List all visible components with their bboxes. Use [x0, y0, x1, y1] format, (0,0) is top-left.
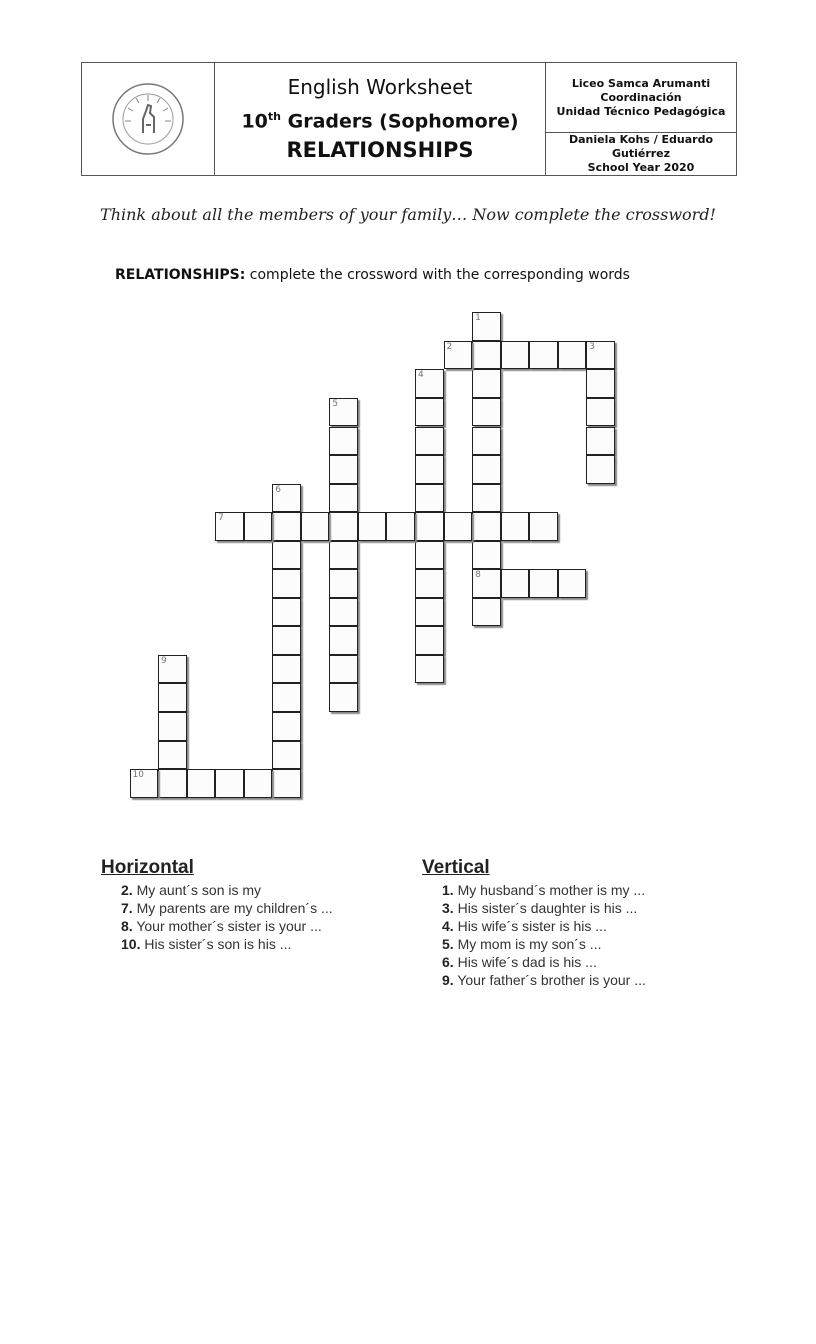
clue-item-number: 6. [442, 954, 454, 970]
crossword-cell[interactable] [272, 769, 301, 798]
instructions [115, 267, 630, 283]
crossword-cell[interactable] [244, 512, 273, 541]
crossword-cell[interactable] [415, 455, 444, 484]
department-1: Coordinación [600, 90, 682, 104]
crossword-cell[interactable] [272, 484, 301, 513]
crossword-cell[interactable] [472, 398, 501, 427]
worksheet-header [81, 62, 737, 176]
crossword-cell[interactable] [329, 598, 358, 627]
school-logo-cell [82, 63, 215, 175]
clue-item-text: My aunt´s son is my [132, 882, 262, 898]
crossword-cell[interactable] [272, 569, 301, 598]
crossword-cell[interactable] [586, 455, 615, 484]
crossword-cell[interactable] [158, 741, 187, 770]
clue-item [121, 935, 333, 953]
crossword-cell[interactable] [272, 512, 301, 541]
crossword-cell[interactable] [215, 769, 244, 798]
crossword-cell[interactable] [415, 427, 444, 456]
crossword-cell[interactable] [329, 626, 358, 655]
crossword-cell[interactable] [329, 455, 358, 484]
crossword-cell[interactable] [501, 512, 530, 541]
crossword-cell[interactable] [472, 341, 501, 370]
crossword-cell[interactable] [472, 455, 501, 484]
crossword-cell[interactable] [415, 541, 444, 570]
clue-number: 9 [161, 655, 167, 666]
topic-title: RELATIONSHIPS [286, 138, 474, 163]
crossword-cell[interactable] [415, 569, 444, 598]
crossword-cell[interactable] [472, 512, 501, 541]
clue-item-text: My husband´s mother is my ... [453, 882, 646, 898]
clue-item-text: Your father´s brother is your ... [453, 972, 646, 988]
crossword-cell[interactable] [415, 626, 444, 655]
clue-item-number: 3. [442, 900, 454, 916]
clue-item [121, 917, 333, 935]
crossword-cell[interactable] [329, 427, 358, 456]
crossword-cell[interactable] [158, 769, 187, 798]
clue-item-text: My parents are my children´s ... [132, 900, 333, 916]
teachers: Daniela Kohs / Eduardo Gutiérrez [568, 133, 714, 160]
clue-item [442, 881, 646, 899]
intro-text: Think about all the members of your family… Now complete the crossword! [100, 205, 716, 224]
clue-item-text: My mom is my son´s ... [453, 936, 602, 952]
clue-item-text: His sister´s son is his ... [140, 936, 292, 952]
clue-number: 1 [475, 313, 481, 324]
crossword-cell[interactable] [472, 369, 501, 398]
worksheet-title: English Worksheet [287, 74, 473, 99]
school-name: Liceo Samca Arumanti [571, 76, 711, 90]
clue-number: 6 [275, 484, 281, 495]
crossword-cell[interactable] [529, 569, 558, 598]
crossword-cell[interactable] [444, 512, 473, 541]
crossword-cell[interactable] [558, 341, 587, 370]
crossword-cell[interactable] [558, 569, 587, 598]
horizontal-heading: Horizontal [101, 857, 194, 878]
crossword-cell[interactable] [329, 541, 358, 570]
grade-number: 10 [241, 110, 268, 133]
vertical-heading: Vertical [422, 857, 490, 878]
crossword-cell[interactable] [272, 598, 301, 627]
crossword-cell[interactable] [529, 512, 558, 541]
crossword-cell[interactable] [187, 769, 216, 798]
clue-item-number: 10. [121, 936, 141, 952]
crossword-cell[interactable] [329, 569, 358, 598]
crossword-cell[interactable] [272, 683, 301, 712]
crossword-cell[interactable] [501, 341, 530, 370]
clue-item-number: 5. [442, 936, 454, 952]
crossword-cell[interactable] [386, 512, 415, 541]
crossword-cell[interactable] [272, 541, 301, 570]
crossword-cell[interactable] [501, 569, 530, 598]
clue-number: 2 [446, 341, 453, 352]
clue-number: 5 [332, 398, 339, 409]
crossword-cell[interactable] [301, 512, 330, 541]
crossword-cell[interactable] [586, 398, 615, 427]
clue-item-number: 9. [442, 972, 454, 988]
instructions-label: RELATIONSHIPS: [115, 267, 246, 283]
crossword-cell[interactable] [529, 341, 558, 370]
crossword-cell[interactable] [444, 341, 473, 370]
grade-label: Graders (Sophomore) [280, 110, 519, 133]
clue-number: 10 [132, 770, 144, 781]
clue-item-text: Your mother´s sister is your ... [132, 918, 322, 934]
crossword-cell[interactable] [329, 512, 358, 541]
crossword-cell[interactable] [272, 712, 301, 741]
clue-item [121, 881, 333, 899]
crossword-cell[interactable] [586, 341, 615, 370]
crossword-cell[interactable] [272, 741, 301, 770]
grade-suffix: th [267, 109, 281, 123]
crossword-cell[interactable] [415, 655, 444, 684]
crossword-cell[interactable] [329, 683, 358, 712]
clue-item [121, 899, 333, 917]
crossword-cell[interactable] [472, 569, 501, 598]
crossword-cell[interactable] [586, 369, 615, 398]
crossword-cell[interactable] [472, 541, 501, 570]
clue-item-number: 7. [121, 900, 133, 916]
vertical-clues [422, 857, 646, 989]
crossword-cell[interactable] [329, 484, 358, 513]
clue-item-text: His sister´s daughter is his ... [453, 900, 638, 916]
crossword-cell[interactable] [358, 512, 387, 541]
crossword-cell[interactable] [130, 769, 159, 798]
crossword-cell[interactable] [472, 312, 501, 341]
crossword-cell[interactable] [415, 369, 444, 398]
clue-item [442, 935, 646, 953]
crossword-cell[interactable] [415, 598, 444, 627]
clue-number: 4 [418, 370, 424, 381]
school-seal-logo [110, 81, 186, 157]
clue-item [442, 953, 646, 971]
clue-number: 7 [218, 513, 224, 524]
crossword-cell[interactable] [215, 512, 244, 541]
clue-number: 3 [589, 341, 596, 352]
grade-title [241, 102, 518, 136]
clue-item-number: 1. [442, 882, 454, 898]
clue-item-text: His wife´s dad is his ... [453, 954, 597, 970]
crossword-cell[interactable] [272, 655, 301, 684]
crossword-cell[interactable] [272, 626, 301, 655]
crossword-cell[interactable] [158, 655, 187, 684]
clue-item [442, 899, 646, 917]
crossword-cell[interactable] [329, 655, 358, 684]
title-block [215, 63, 546, 175]
crossword-cell[interactable] [158, 712, 187, 741]
school-year: School Year 2020 [587, 161, 695, 174]
horizontal-clues [101, 857, 333, 953]
crossword-cell[interactable] [329, 398, 358, 427]
clue-item-number: 8. [121, 918, 133, 934]
clue-item-number: 2. [121, 882, 133, 898]
crossword-cell[interactable] [472, 427, 501, 456]
clue-item-text: His wife´s sister is his ... [453, 918, 607, 934]
crossword-cell[interactable] [158, 683, 187, 712]
instructions-text: complete the crossword with the corresponding words [245, 267, 630, 283]
crossword-cell[interactable] [415, 484, 444, 513]
clue-item-number: 4. [442, 918, 454, 934]
clue-number: 8 [475, 570, 481, 581]
clue-item [442, 917, 646, 935]
crossword-cell[interactable] [586, 427, 615, 456]
crossword-cell[interactable] [415, 398, 444, 427]
crossword-cell[interactable] [472, 484, 501, 513]
clue-item [442, 971, 646, 989]
department-2: Unidad Técnico Pedagógica [556, 104, 726, 118]
crossword-cell[interactable] [415, 512, 444, 541]
crossword-cell[interactable] [244, 769, 273, 798]
school-info [546, 63, 736, 175]
crossword-cell[interactable] [472, 598, 501, 627]
